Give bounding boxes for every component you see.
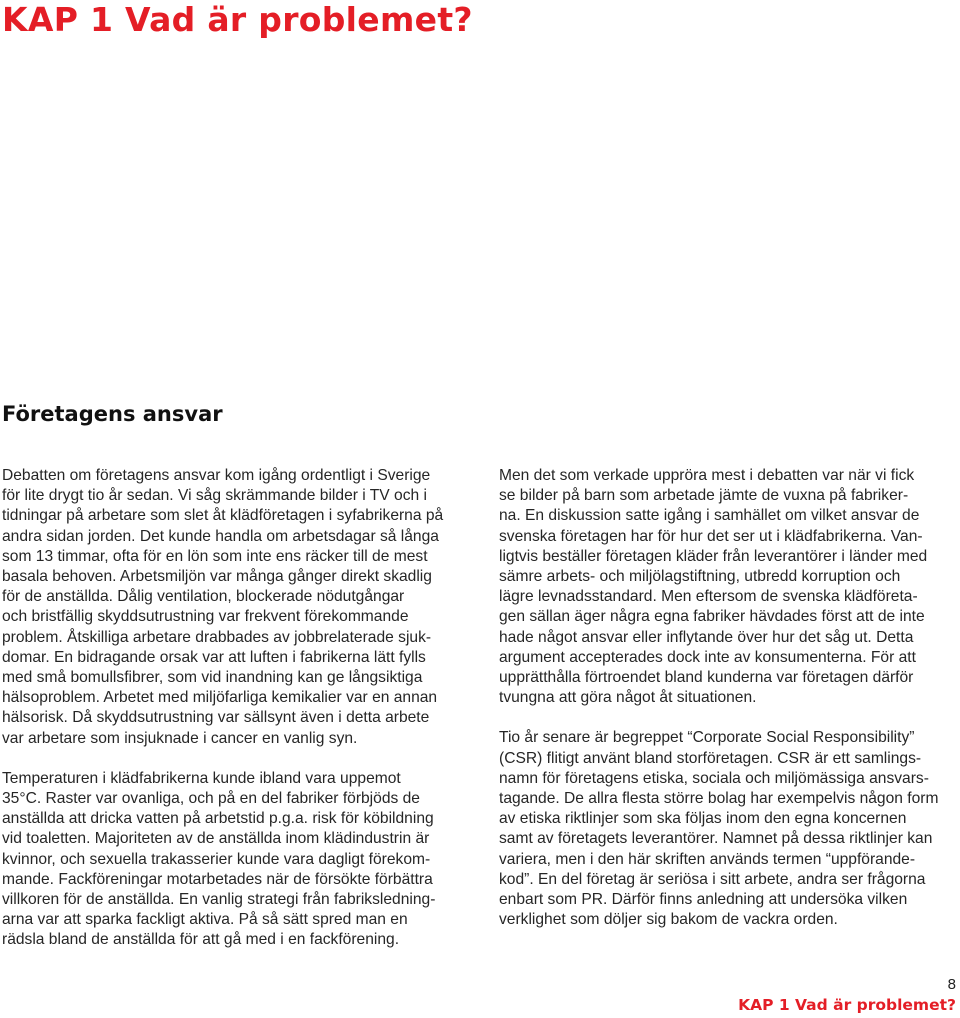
text-line: enbart som PR. Därför finns anledning att undersöka vilken xyxy=(499,891,908,909)
text-line: svenska företagen har för hur det ser ut i klädfabrikerna. Van- xyxy=(499,527,923,545)
right-paragraph-1 xyxy=(499,466,959,708)
right-paragraph-2 xyxy=(499,728,959,930)
left-column xyxy=(2,466,464,971)
text-line: kvinnor, och sexuella trakasserier kunde vara dagligt förekom- xyxy=(2,850,431,868)
text-line: se bilder på barn som arbetade jämte de vuxna på fabriker- xyxy=(499,487,909,505)
text-line: sämre arbets- och miljölagstiftning, utbredd korruption och xyxy=(499,568,901,586)
right-column xyxy=(499,466,959,950)
text-line: domar. En bidragande orsak var att luften i fabrikerna lätt fylls xyxy=(2,648,426,666)
text-line: som 13 timmar, ofta för en lön som inte ens räcker till de mest xyxy=(2,547,428,565)
text-line: Men det som verkade uppröra mest i debatten var när vi fick xyxy=(499,467,915,484)
text-line: vid toaletten. Majoriteten av de anställda inom klädindustrin är xyxy=(2,830,430,848)
text-line: Debatten om företagens ansvar kom igång ordentligt i Sverige xyxy=(2,467,431,484)
text-line: av etiska riktlinjer som ska följas inom den egna koncernen xyxy=(499,810,907,828)
text-line: mande. Fackföreningar motarbetades när de försökte förbättra xyxy=(2,870,433,888)
text-line: anställda att dricka vatten på arbetstid p.g.a. risk för köbildning xyxy=(2,810,434,828)
page-number: 8 xyxy=(947,976,956,993)
text-line: var arbetare som insjuknade i cancer en vanlig syn. xyxy=(2,729,358,747)
text-line: kod”. En del företag är seriösa i sitt arbete, andra ser frågorna xyxy=(499,870,926,888)
section-heading: Företagens ansvar xyxy=(2,402,223,426)
text-line: upprätthålla förtroendet bland kunderna var företagen därför xyxy=(499,669,914,687)
left-paragraph-1 xyxy=(2,466,464,749)
text-line: Temperaturen i klädfabrikerna kunde ibland vara uppemot xyxy=(2,769,401,787)
text-line: hälsoproblem. Arbetet med miljöfarliga kemikalier var en annan xyxy=(2,689,438,707)
text-line: ligtvis beställer företagen kläder från leverantörer i länder med xyxy=(499,547,928,565)
text-line: för de anställda. Dålig ventilation, blockerade nödutgångar xyxy=(2,588,405,606)
text-line: hälsorisk. Då skyddsutrustning var sällsynt även i detta arbete xyxy=(2,709,430,727)
text-line: tidningar på arbetare som slet åt klädföretagen i syfabrikerna på xyxy=(2,507,444,525)
text-line: variera, men i den här skriften används termen “uppförande- xyxy=(499,850,916,868)
text-line: verklighet som döljer sig bakom de vackra orden. xyxy=(499,911,838,929)
text-line: villkoren för de anställda. En vanlig strategi från fabriksledning- xyxy=(2,891,436,909)
text-line: (CSR) flitigt använt bland storföretagen. CSR är ett samlings- xyxy=(499,749,922,767)
text-line: problem. Åtskilliga arbetare drabbades av jobbrelaterade sjuk- xyxy=(2,628,432,646)
text-line: andra sidan jorden. Det kunde handla om arbetsdagar så långa xyxy=(2,527,439,545)
text-line: arna var att sparka fackligt aktiva. På så sätt spred man en xyxy=(2,911,408,929)
left-paragraph-2 xyxy=(2,769,464,951)
text-line: rädsla bland de anställda för att gå med i en fackförening. xyxy=(2,931,400,949)
text-line: tagande. De allra flesta större bolag har exempelvis någon form xyxy=(499,790,939,808)
text-line: 35°C. Raster var ovanliga, och på en del fabriker förbjöds de xyxy=(2,790,420,808)
text-line: Tio år senare är begreppet “Corporate Social Responsibility” xyxy=(499,729,915,747)
text-line: lägre levnadsstandard. Men eftersom de svenska klädföreta- xyxy=(499,588,918,606)
text-line: basala behoven. Arbetsmiljön var många gånger direkt skadlig xyxy=(2,568,432,586)
text-line: na. En diskussion satte igång i samhället om vilket ansvar de xyxy=(499,507,920,525)
text-line: med små bomullsfibrer, som vid inandning kan ge långsiktiga xyxy=(2,669,423,687)
running-footer-title: KAP 1 Vad är problemet? xyxy=(738,996,956,1014)
text-line: namn för företagens etiska, sociala och miljömässiga ansvars- xyxy=(499,769,929,787)
text-line: för lite drygt tio år sedan. Vi såg skrämmande bilder i TV och i xyxy=(2,487,427,505)
chapter-title: KAP 1 Vad är problemet? xyxy=(2,0,473,39)
text-line: argument accepterades dock inte av konsumenterna. För att xyxy=(499,648,916,666)
text-line: hade något ansvar eller inflytande över hur det såg ut. Detta xyxy=(499,628,914,646)
text-line: samt av företagets leverantörer. Namnet på dessa riktlinjer kan xyxy=(499,830,933,848)
text-line: tvungna att göra något åt situationen. xyxy=(499,689,757,707)
text-line: gen sällan äger några egna fabriker hävdades först att de inte xyxy=(499,608,925,626)
text-line: och bristfällig skyddsutrustning var frekvent förekommande xyxy=(2,608,409,626)
